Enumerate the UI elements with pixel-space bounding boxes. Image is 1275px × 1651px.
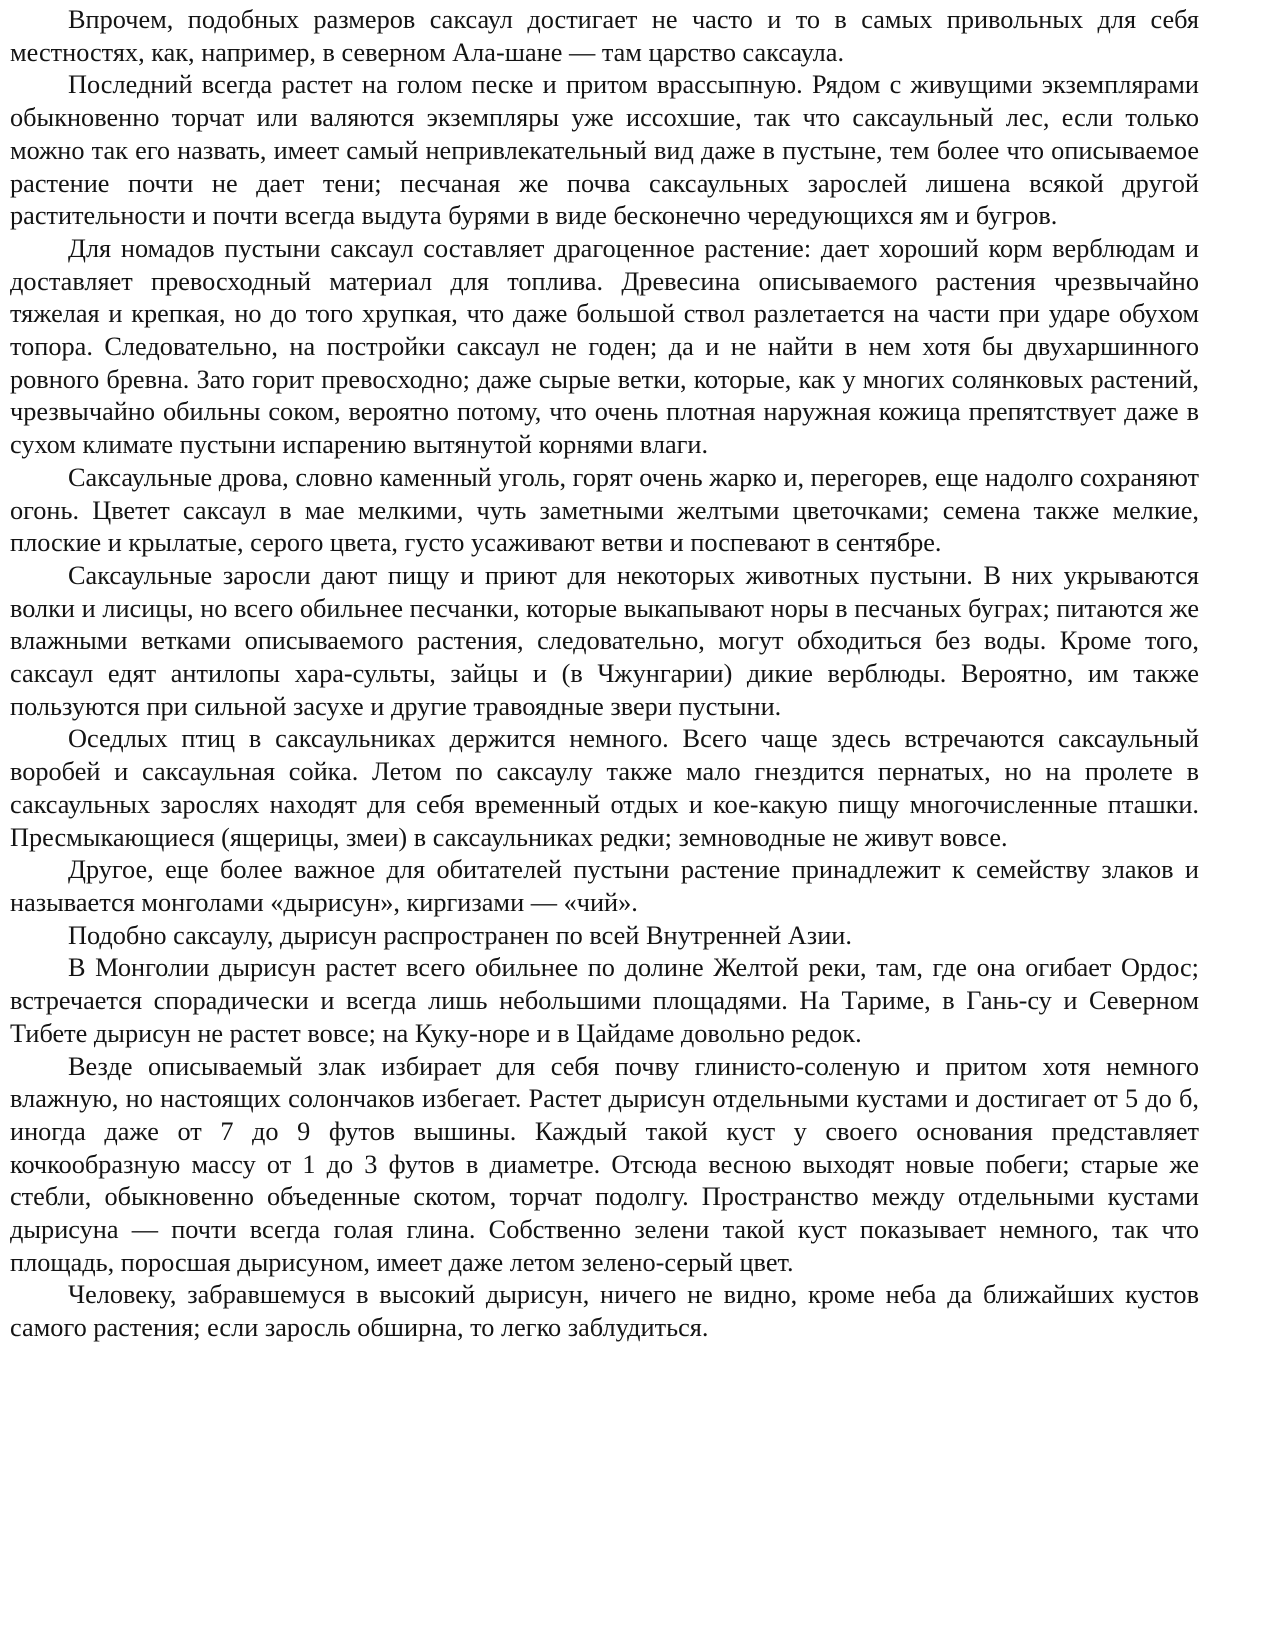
document-page (10, 4, 1199, 1345)
paragraph: Саксаульные дрова, словно каменный уголь, горят очень жарко и, перегорев, еще надолго сохраняют огонь. Цветет саксаул в мае мелкими, чуть заметными желтыми цветочками; семена также мелкие, плоские и крылатые, серого цвета, густо усаживают ветви и поспевают в сентябре. (10, 462, 1200, 558)
paragraph: В Монголии дырисун растет всего обильнее по долине Желтой реки, там, где она огибает Ордос; встречается спорадически и всегда лишь небольшими площадями. На Тариме, в Гань-су и Северном Тибете дырисун не растет вовсе; на Куку-норе и в Цайдаме довольно редок. (10, 953, 1199, 1048)
paragraph: Везде описываемый злак избирает для себя почву глинисто-соленую и притом хотя немного влажную, но настоящих солончаков избегает. Растет дырисун отдельными кустами и достигает от 5 до б, иногда даже от 7 до 9 футов вышины. Каждый такой куст у своего основания представляет кочкообразную массу от 1 до 3 футов в диаметре. Отсюда весною выходят новые побеги; старые же стебли, обыкновенно объеденные скотом, торчат подолгу. Пространство между отдельными кустами дырисуна — почти всегда голая глина. Собственно зелени такой куст показывает немного, так что площадь, поросшая дырисуном, имеет даже летом зелено-серый цвет. (10, 1051, 1199, 1277)
paragraph: Для номадов пустыни саксаул составляет драгоценное растение: дает хороший корм верблюдам и доставляет превосходный материал для топлива. Древесина описываемого растения чрезвычайно тяжелая и крепкая, но до того хрупкая, что даже большой ствол разлетается на части при ударе обухом топора. Следовательно, на постройки саксаул не годен; да и не найти в нем хотя бы двухаршинного ровного бревна. Зато горит превосходно; даже сырые ветки, которые, как у многих солянковых растений, чрезвычайно обильны соком, вероятно потому, что очень плотная наружная кожица препятствует даже в сухом климате пустыни испарению вытянутой корнями влаги. (10, 233, 1199, 460)
paragraph: Человеку, забравшемуся в высокий дырисун, ничего не видно, кроме неба да ближайших кустов самого растения; если заросль обширна, то легко заблудиться. (10, 1280, 1199, 1343)
paragraph: Другое, еще более важное для обитателей пустыни растение принадлежит к семейству злаков и называется монголами «дырисун», киргизами — «чий». (10, 855, 1199, 917)
paragraph: Впрочем, подобных размеров саксаул достигает не часто и то в самых привольных для себя местностях, как, например, в северном Ала-шане — там царство саксаула. (10, 5, 1199, 67)
paragraph: Подобно саксаулу, дырисун распространен по всей Внутренней Азии. (68, 920, 852, 950)
paragraph: Саксаульные заросли дают пищу и приют для некоторых животных пустыни. В них укрываются волки и лисицы, но всего обильнее песчанки, которые выкапывают норы в песчаных буграх; питаются же влажными ветками описываемого растения, следовательно, могут обходиться без воды. Кроме того, саксаул едят антилопы хара-сульты, зайцы и (в Чжунгарии) дикие верблюды. Вероятно, им также пользуются при сильной засухе и другие травоядные звери пустыни. (10, 560, 1199, 721)
paragraph: Оседлых птиц в саксаульниках держится немного. Всего чаще здесь встречаются саксаульный воробей и саксаульная сойка. Летом по саксаулу также мало гнездится пернатых, но на пролете в саксаульных зарослях находят для себя временный отдых и кое-какую пищу многочисленные пташки. Пресмыкающиеся (ящерицы, змеи) в саксаульниках редки; земноводные не живут вовсе. (10, 724, 1199, 852)
paragraph: Последний всегда растет на голом песке и притом врассыпную. Рядом с живущими экземплярами обыкновенно торчат или валяются экземпляры уже иссохшие, так что саксаульный лес, если только можно так его назвать, имеет самый непривлекательный вид даже в пустыне, тем более что описываемое растение почти не дает тени; песчаная же почва саксаульных зарослей лишена всякой другой растительности и почти всегда выдута бурями в виде бесконечно чередующихся ям и бугров. (10, 70, 1199, 231)
